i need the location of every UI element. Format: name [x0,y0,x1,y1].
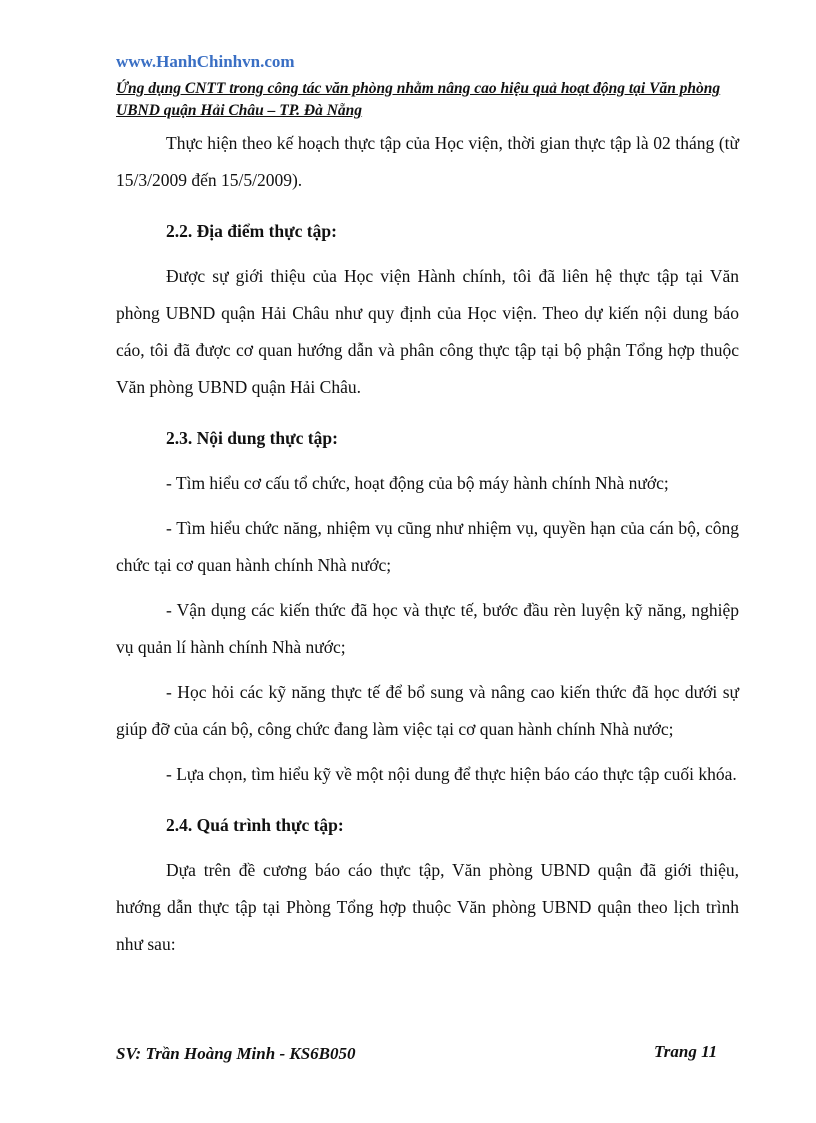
footer-page-number: Trang 11 [654,1042,718,1061]
document-body [116,125,739,963]
header-document-title: Ứng dụng CNTT trong công tác văn phòng nhằm nâng cao hiệu quả hoạt động tại Văn phòng UBND quận Hải Châu – TP. Đà Nẵng [116,80,721,119]
footer-student: SV: Trần Hoàng Minh - KS6B050 [116,1044,356,1063]
list-item: - Lựa chọn, tìm hiểu kỹ về một nội dung để thực hiện báo cáo thực tập cuối khóa. [166,764,737,784]
list-item: - Tìm hiểu chức năng, nhiệm vụ cũng như nhiệm vụ, quyền hạn của cán bộ, công chức tại cơ quan hành chính Nhà nước; [116,518,739,575]
section-2-2-paragraph: Được sự giới thiệu của Học viện Hành chính, tôi đã liên hệ thực tập tại Văn phòng UBND quận Hải Châu như quy định của Học viện. Theo dự kiến nội dung báo cáo, tôi đã được cơ quan hướng dẫn và phân công thực tập tại bộ phận Tổng hợp thuộc Văn phòng UBND quận Hải Châu. [116,266,739,397]
list-item: - Vận dụng các kiến thức đã học và thực tế, bước đầu rèn luyện kỹ năng, nghiệp vụ quản lí hành chính Nhà nước; [116,600,739,657]
section-2-3-heading: 2.3. Nội dung thực tập: [166,428,338,448]
list-item: - Học hỏi các kỹ năng thực tế để bổ sung và nâng cao kiến thức đã học dưới sự giúp đỡ của cán bộ, công chức đang làm việc tại cơ quan hành chính Nhà nước; [116,682,739,739]
section-2-4-paragraph: Dựa trên đề cương báo cáo thực tập, Văn phòng UBND quận đã giới thiệu, hướng dẫn thực tập tại Phòng Tổng hợp thuộc Văn phòng UBND quận theo lịch trình như sau: [116,860,739,954]
header-site-url[interactable]: www.HanhChinhvn.com [116,52,295,71]
intro-paragraph: Thực hiện theo kế hoạch thực tập của Học viện, thời gian thực tập là 02 tháng (từ 15/3/2009 đến 15/5/2009). [116,133,739,190]
section-2-2-heading: 2.2. Địa điểm thực tập: [166,221,337,241]
list-item: - Tìm hiểu cơ cấu tổ chức, hoạt động của bộ máy hành chính Nhà nước; [166,473,669,493]
section-2-4-heading: 2.4. Quá trình thực tập: [166,815,344,835]
